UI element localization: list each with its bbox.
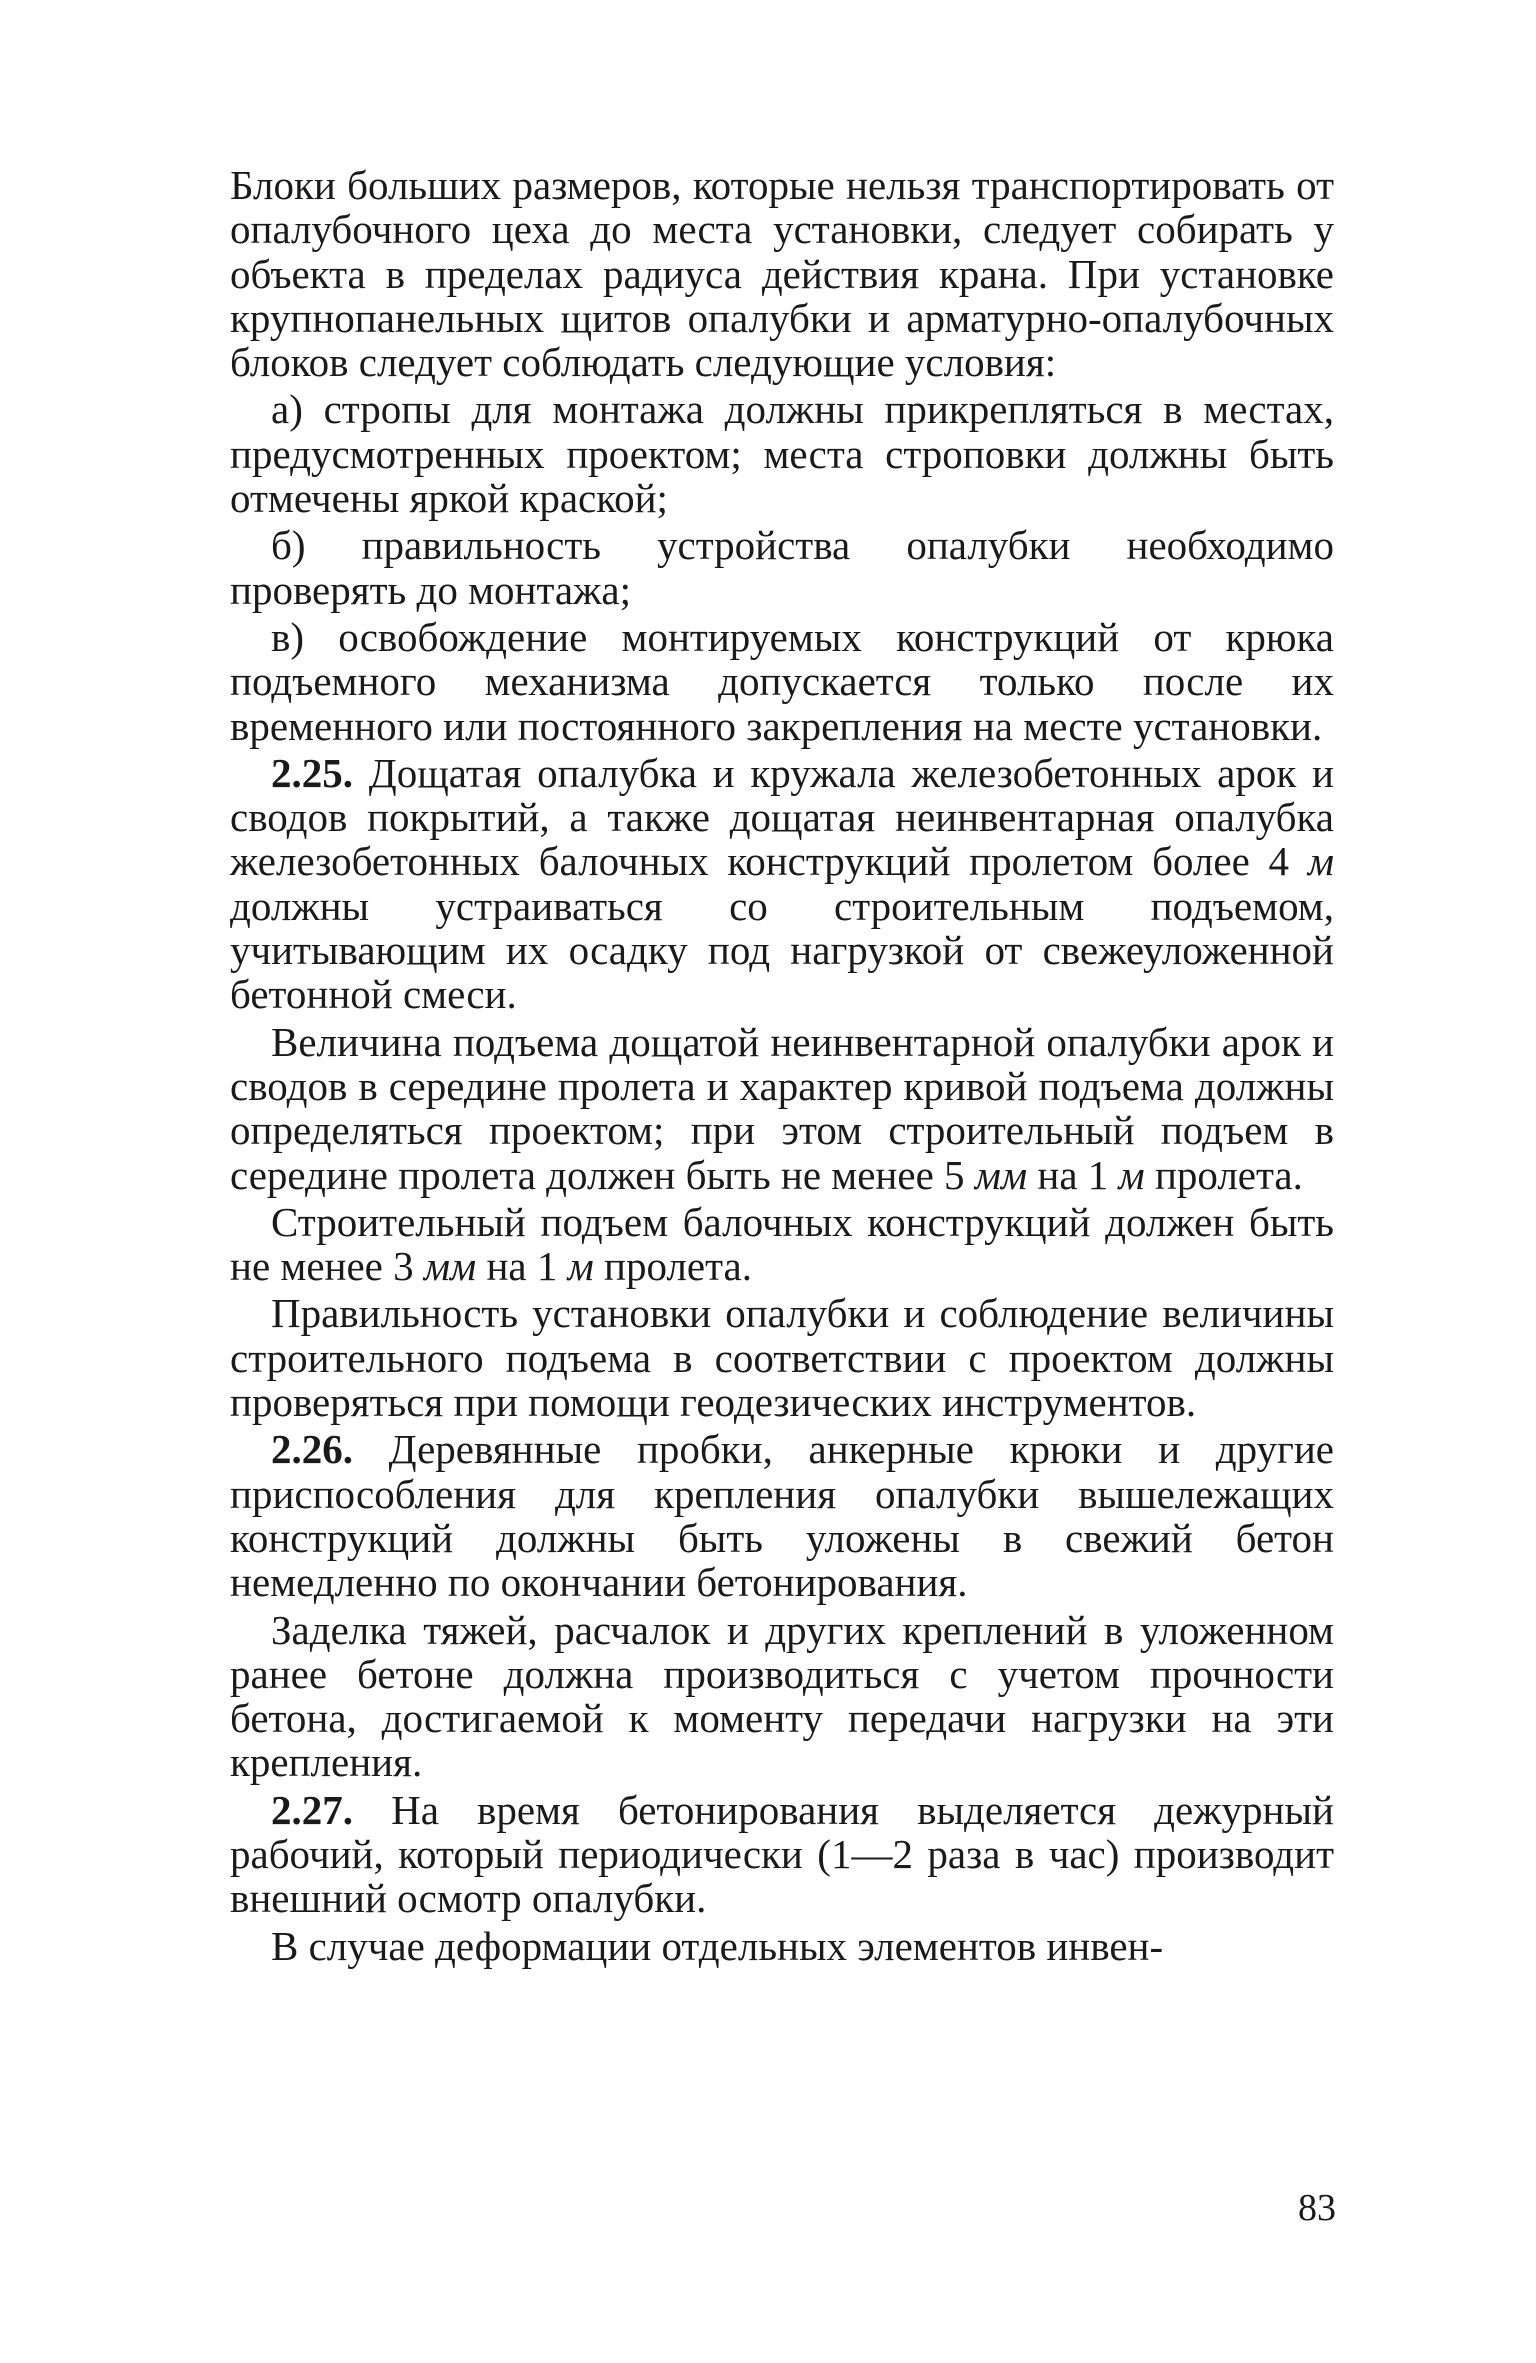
paragraph — [230, 1924, 1334, 1968]
paragraph-text: На время бетонирования выделяется дежурный рабочий, который периодически (1—2 раза в час) производит внешний осмотр опалубки. — [230, 1786, 1334, 1922]
unit-text: м — [1307, 838, 1334, 885]
paragraph — [230, 1427, 1334, 1604]
paragraph — [230, 1788, 1334, 1921]
paragraph — [230, 1020, 1334, 1197]
paragraph-text: Деревянные пробки, анкерные крюки и другие приспособления для крепления опалубки вышележащих конструкций должны быть уложены в свежий бетон немедленно по окончании бетонирования. — [230, 1426, 1334, 1606]
paragraph-text: на 1 — [1027, 1151, 1119, 1198]
unit-text: м — [1118, 1151, 1145, 1198]
paragraph — [230, 615, 1334, 748]
paragraph — [230, 1291, 1334, 1424]
paragraph — [230, 1200, 1334, 1289]
paragraph-text: Строительный подъем балочных конструкций должен быть не менее 3 — [230, 1198, 1334, 1290]
paragraph-text: Величина подъема дощатой неинвентарной опалубки арок и сводов в середине пролета и характер кривой подъема должны определяться проектом; при этом строительный подъем в середине пролета должен быть не менее 5 — [230, 1018, 1334, 1198]
paragraph-text: Правильность установки опалубки и соблюдение величины строительного подъема в соответствии с проектом должны проверяться при помощи геодезических инструментов. — [230, 1290, 1334, 1426]
page-number: 83 — [1298, 2187, 1336, 2229]
paragraph-text: в) освобождение монтируемых конструкций от крюка подъемного механизма допускается только после их временного или постоянного закрепления на месте установки. — [230, 613, 1334, 749]
unit-text: мм — [974, 1151, 1028, 1198]
paragraph-text: пролета. — [593, 1243, 752, 1290]
unit-text: м — [567, 1243, 594, 1290]
paragraph-text: б) правильность устройства опалубки необходимо проверять до монтажа; — [230, 522, 1334, 613]
paragraph — [230, 387, 1334, 520]
body-text — [230, 163, 1334, 1971]
paragraph — [230, 163, 1334, 384]
paragraph-text: пролета. — [1144, 1151, 1303, 1198]
section-number: 2.25. — [271, 749, 353, 796]
unit-text: мм — [423, 1243, 477, 1290]
paragraph-text: В случае деформации отдельных элементов инвен- — [271, 1922, 1164, 1969]
paragraph-text: на 1 — [476, 1243, 568, 1290]
section-number: 2.26. — [271, 1426, 353, 1473]
paragraph — [230, 751, 1334, 1017]
paragraph-text: должны устраиваться со строительным подъемом, учитывающим их осадку под нагрузкой от свежеуложенной бетонной смеси. — [230, 882, 1334, 1018]
paragraph-text: Блоки больших размеров, которые нельзя транспортировать от опалубочного цеха до места установки, следует собирать у объекта в пределах радиуса действия крана. При установке крупнопанельных щитов опалубки и арматурно-опалубочных блоков следует соблюдать следующие условия: — [230, 162, 1334, 386]
paragraph — [230, 523, 1334, 612]
paragraph — [230, 1608, 1334, 1785]
paragraph-text: Заделка тяжей, расчалок и других креплений в уложенном ранее бетоне должна производиться с учетом прочности бетона, достигаемой к моменту передачи нагрузки на эти крепления. — [230, 1606, 1334, 1786]
section-number: 2.27. — [271, 1786, 353, 1833]
paragraph-text: Дощатая опалубка и кружала железобетонных арок и сводов покрытий, а также дощатая неинвентарная опалубка железобетонных балочных конструкций пролетом более 4 — [230, 749, 1334, 885]
paragraph-text: а) стропы для монтажа должны прикрепляться в местах, предусмотренных проектом; места строповки должны быть отмечены яркой краской; — [230, 386, 1334, 522]
